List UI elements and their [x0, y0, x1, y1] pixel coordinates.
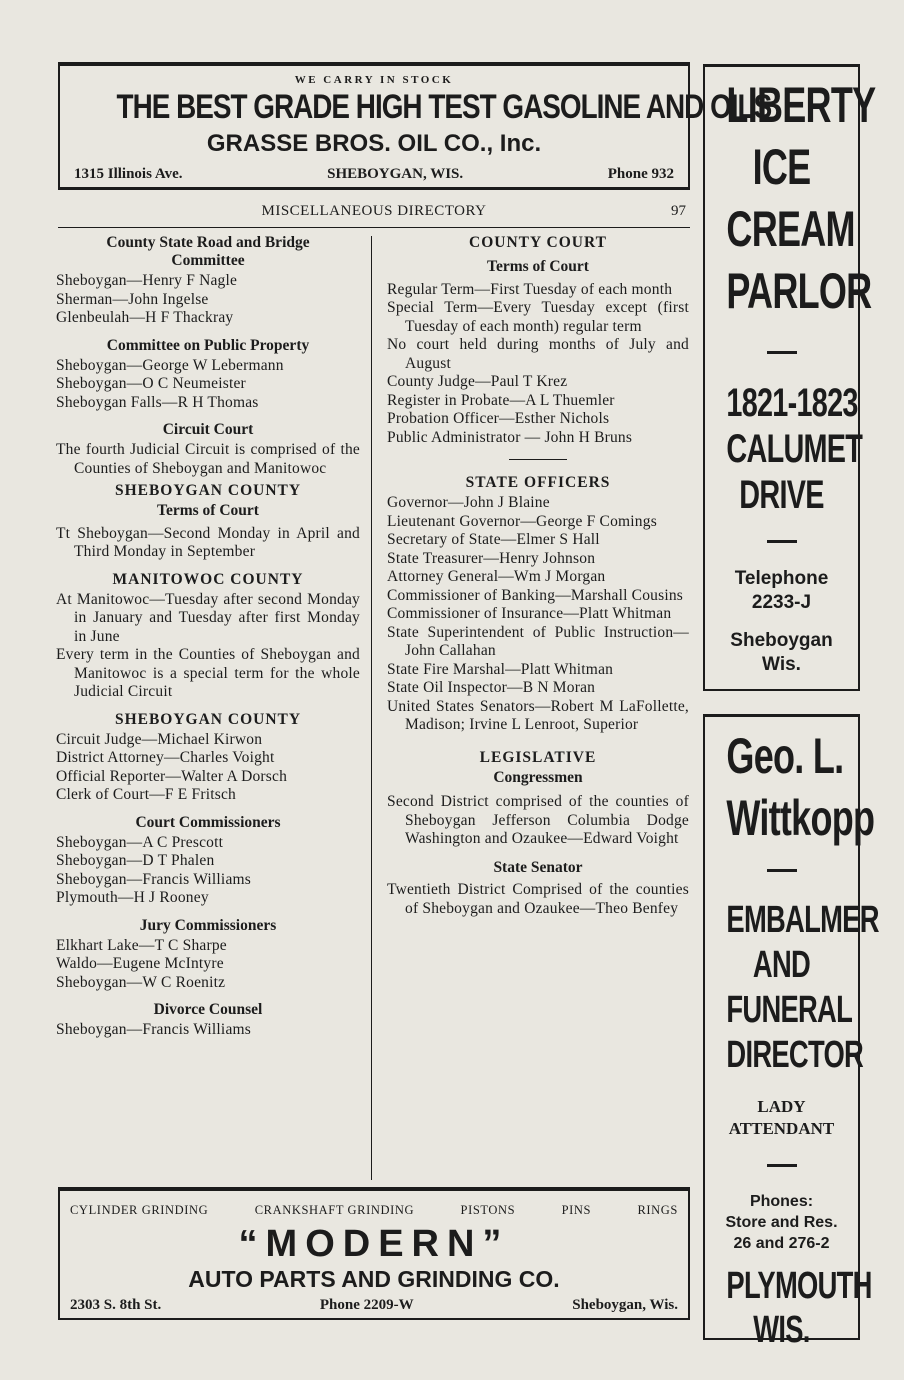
list-item: Register in Probate—A L Thuemler: [387, 391, 615, 409]
list-item: State Fire Marshal—Platt Whitman: [387, 660, 614, 678]
ad-phone-label: Telephone: [734, 568, 829, 589]
ad-phone: Phone 2209-W: [319, 1297, 414, 1313]
service-item: RINGS: [637, 1203, 678, 1217]
ad-kicker: WE CARRY IN STOCK: [294, 74, 454, 86]
wittkopp-funeral-ad: [703, 714, 879, 1351]
ad-address: DRIVE: [739, 473, 824, 517]
paragraph: The fourth Judicial Circuit is comprised of the Counties of Sheboygan and Manitowoc: [56, 441, 360, 477]
ad-phones: 26 and 276-2: [733, 1235, 830, 1252]
ad-dash: [767, 351, 797, 354]
ad-line: PARLOR: [726, 263, 872, 319]
ad-city: Sheboygan, Wis.: [572, 1297, 678, 1313]
list-item: Official Reporter—Walter A Dorsch: [56, 767, 288, 785]
service-item: CRANKSHAFT GRINDING: [254, 1203, 415, 1217]
service-item: PINS: [561, 1203, 592, 1217]
list-item: Sheboygan Falls—R H Thomas: [56, 393, 259, 411]
ad-address-line: [70, 1297, 678, 1314]
section-heading: Court Commissioners: [135, 813, 281, 831]
list-item: Sheboygan—D T Phalen: [56, 852, 215, 869]
list-item: Sheboygan—O C Neumeister: [56, 375, 246, 392]
ad-company: AUTO PARTS AND GRINDING CO.: [188, 1266, 560, 1292]
list-item: Glenbeulah—H F Thackray: [56, 309, 234, 326]
paragraph: Every term in the Counties of Sheboygan and Manitowoc is a special term for the whole Judicial Circuit: [56, 646, 360, 700]
ad-name: Wittkopp: [726, 790, 875, 846]
list-item: Circuit Judge—Michael Kirwon: [56, 730, 263, 748]
ad-address-line: [74, 166, 674, 183]
list-item: Sherman—John Ingelse: [56, 290, 209, 308]
section-heading: SHEBOYGAN COUNTY: [114, 710, 302, 728]
section-heading: COUNTY COURT: [469, 234, 607, 251]
ad-company: GRASSE BROS. OIL CO., Inc.: [206, 130, 542, 157]
list-item: State Oil Inspector—B N Moran: [387, 679, 596, 696]
ad-line: LIBERTY: [726, 77, 876, 133]
ad-service: EMBALMER: [726, 899, 879, 941]
page-title: MISCELLANEOUS DIRECTORY: [261, 203, 487, 219]
page-header: [58, 200, 690, 228]
ad-headline: THE BEST GRADE HIGH TEST GASOLINE AND OILS: [116, 88, 772, 126]
list-item: Commissioner of Banking—Marshall Cousins: [387, 586, 684, 604]
list-item: Regular Term—First Tuesday of each month: [387, 280, 673, 298]
list-item: No court held during months of July and August: [387, 336, 689, 372]
list-item: Elkhart Lake—T C Sharpe: [56, 936, 227, 954]
ad-dash: [767, 869, 797, 872]
page-number: 97: [671, 203, 686, 219]
list-item: Secretary of State—Elmer S Hall: [387, 531, 600, 548]
ad-line: ICE: [752, 139, 811, 195]
list-item: State Superintendent of Public Instruction—John Callahan: [387, 623, 689, 659]
column-divider: [371, 236, 372, 1180]
list-item: District Attorney—Charles Voight: [56, 749, 275, 766]
paragraph: Second District comprised of the counties of Sheboygan Jefferson Columbia Dodge Washington and Ozaukee—Edward Voight: [387, 793, 689, 847]
ad-dash: [767, 540, 797, 543]
ad-attendant: ATTENDANT: [728, 1119, 835, 1138]
list-item: Attorney General—Wm J Morgan: [387, 568, 606, 585]
ad-brand: “MODERN”: [238, 1223, 510, 1265]
ad-service: DIRECTOR: [726, 1034, 864, 1076]
ad-phone: 2233-J: [751, 592, 812, 613]
sub-heading: State Senator: [493, 858, 583, 876]
sub-heading: Terms of Court: [157, 502, 259, 519]
list-item: Clerk of Court—F E Fritsch: [56, 786, 236, 803]
ad-dash: [767, 1164, 797, 1167]
ad-state: WIS.: [753, 1309, 810, 1351]
ad-street: 2303 S. 8th St.: [70, 1297, 162, 1313]
list-item: Sheboygan—George W Lebermann: [56, 356, 284, 374]
heading-line: County State Road and Bridge: [106, 234, 310, 251]
list-item: Sheboygan—A C Prescott: [56, 833, 224, 851]
section-heading: Jury Commissioners: [139, 916, 277, 934]
list-item: State Treasurer—Henry Johnson: [387, 549, 596, 567]
section-rule: [509, 459, 567, 460]
ad-street: 1315 Illinois Ave.: [74, 166, 183, 182]
sub-heading: Terms of Court: [487, 258, 589, 275]
ad-lady: LADY: [757, 1097, 806, 1116]
right-column: [387, 234, 689, 918]
list-item: Sheboygan—W C Roenitz: [56, 973, 226, 991]
list-item: Governor—John J Blaine: [387, 494, 550, 511]
sub-heading: Congressmen: [493, 768, 583, 786]
gasoline-ad: [58, 62, 772, 190]
list-item: Plymouth—H J Rooney: [56, 889, 209, 906]
paragraph: At Manitowoc—Tuesday after second Monday in January and Tuesday after first Monday in June: [56, 590, 360, 645]
section-heading: Circuit Court: [162, 421, 254, 438]
list-item: United States Senators—Robert M LaFollette, Madison; Irvine L Lenroot, Superior: [387, 697, 689, 733]
list-item: Commissioner of Insurance—Platt Whitman: [387, 605, 672, 622]
ad-phone: Phone 932: [607, 166, 674, 182]
list-item: Lieutenant Governor—George F Comings: [387, 512, 657, 530]
service-item: CYLINDER GRINDING: [70, 1203, 209, 1217]
list-item: Sheboygan—Francis Williams: [56, 870, 252, 888]
section-heading: STATE OFFICERS: [465, 474, 611, 491]
ad-phones-desc: Store and Res.: [725, 1214, 838, 1231]
section-heading: SHEBOYGAN COUNTY: [114, 482, 302, 499]
section-heading: [56, 234, 360, 270]
ad-address: CALUMET: [726, 427, 863, 471]
section-heading: LEGISLATIVE: [479, 748, 597, 766]
ad-address: 1821-1823: [726, 381, 858, 425]
ad-service: FUNERAL: [726, 989, 853, 1031]
heading-line: Committee: [171, 252, 245, 269]
section-heading: MANITOWOC COUNTY: [112, 570, 304, 588]
service-item: PISTONS: [460, 1203, 516, 1217]
ad-state: Wis.: [762, 654, 801, 675]
ad-phones-label: Phones:: [749, 1193, 814, 1210]
list-item: Sheboygan—Henry F Nagle: [56, 272, 238, 289]
paragraph: Twentieth District Comprised of the counties of Sheboygan and Ozaukee—Theo Benfey: [387, 881, 689, 917]
ad-city: Sheboygan: [730, 630, 833, 651]
ad-city: PLYMOUTH: [726, 1265, 872, 1307]
paragraph: Tt Sheboygan—Second Monday in April and Third Monday in September: [56, 524, 360, 560]
ad-service: AND: [752, 944, 811, 986]
liberty-ice-cream-ad: [703, 64, 876, 691]
ad-services: [70, 1203, 678, 1218]
ad-name: Geo. L.: [726, 728, 844, 784]
list-item: Probation Officer—Esther Nichols: [387, 410, 610, 427]
list-item: County Judge—Paul T Krez: [387, 373, 568, 390]
list-item: Sheboygan—Francis Williams: [56, 1021, 252, 1038]
list-item: Special Term—Every Tuesday except (first Tuesday of each month) regular term: [387, 299, 689, 335]
section-heading: Committee on Public Property: [106, 336, 310, 354]
section-heading: Divorce Counsel: [153, 1001, 263, 1018]
list-item: Public Administrator — John H Bruns: [387, 428, 633, 446]
left-column: [56, 234, 360, 1040]
auto-parts-ad: [58, 1187, 690, 1320]
ad-city: SHEBOYGAN, WIS.: [327, 166, 464, 182]
list-item: Waldo—Eugene McIntyre: [56, 955, 224, 972]
ad-line: CREAM: [726, 201, 855, 257]
